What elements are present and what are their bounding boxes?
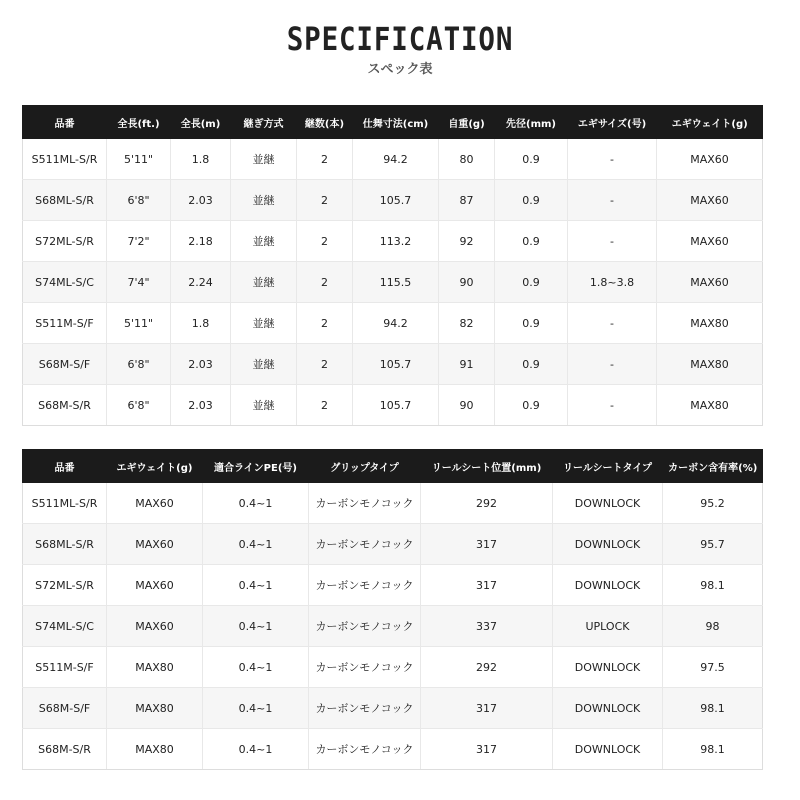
table-row bbox=[23, 606, 763, 647]
table-cell: 317 bbox=[421, 688, 553, 729]
table-cell: S72ML-S/R bbox=[23, 565, 107, 606]
table-row bbox=[23, 180, 763, 221]
table-cell: カーボンモノコック bbox=[309, 565, 421, 606]
table-cell: - bbox=[568, 385, 657, 426]
table-cell: 0.4~1 bbox=[203, 524, 309, 565]
table-row bbox=[23, 565, 763, 606]
table-cell: S511ML-S/R bbox=[23, 483, 107, 524]
column-header: 自重(g) bbox=[439, 105, 495, 139]
table-header-row bbox=[23, 449, 763, 483]
table-cell: MAX60 bbox=[657, 262, 763, 303]
table-cell: 0.9 bbox=[495, 180, 568, 221]
table-cell: - bbox=[568, 344, 657, 385]
table-cell: 0.4~1 bbox=[203, 647, 309, 688]
table-cell: 1.8 bbox=[171, 303, 231, 344]
table-cell: 並継 bbox=[231, 385, 297, 426]
table-cell: カーボンモノコック bbox=[309, 647, 421, 688]
table-row bbox=[23, 344, 763, 385]
table-cell: 0.4~1 bbox=[203, 729, 309, 770]
column-header: 全長(m) bbox=[171, 105, 231, 139]
table-cell: 2.03 bbox=[171, 385, 231, 426]
table-cell: 115.5 bbox=[353, 262, 439, 303]
table-cell: 95.2 bbox=[663, 483, 763, 524]
table-cell: S74ML-S/C bbox=[23, 262, 107, 303]
table-cell: S511ML-S/R bbox=[23, 139, 107, 180]
table-cell: 105.7 bbox=[353, 344, 439, 385]
table-cell: 87 bbox=[439, 180, 495, 221]
table-cell: 2 bbox=[297, 385, 353, 426]
table-cell: 並継 bbox=[231, 139, 297, 180]
table-header-row bbox=[23, 105, 763, 139]
table-cell: 0.9 bbox=[495, 139, 568, 180]
table-cell: 0.4~1 bbox=[203, 483, 309, 524]
table-cell: MAX60 bbox=[107, 606, 203, 647]
table-cell: MAX80 bbox=[107, 729, 203, 770]
table-cell: 0.9 bbox=[495, 385, 568, 426]
table-cell: S511M-S/F bbox=[23, 303, 107, 344]
table-row bbox=[23, 221, 763, 262]
spec-table-1 bbox=[22, 105, 763, 426]
table-cell: 317 bbox=[421, 524, 553, 565]
table-cell: 113.2 bbox=[353, 221, 439, 262]
table-cell: 6'8" bbox=[107, 385, 171, 426]
column-header: エギウェイト(g) bbox=[107, 449, 203, 483]
table-cell: MAX80 bbox=[107, 647, 203, 688]
table-row bbox=[23, 647, 763, 688]
table-cell: 2 bbox=[297, 344, 353, 385]
table-cell: 7'2" bbox=[107, 221, 171, 262]
table-row bbox=[23, 303, 763, 344]
table-cell: DOWNLOCK bbox=[553, 688, 663, 729]
table-cell: MAX80 bbox=[657, 344, 763, 385]
table-cell: 0.9 bbox=[495, 303, 568, 344]
table-cell: UPLOCK bbox=[553, 606, 663, 647]
table-cell: MAX60 bbox=[107, 565, 203, 606]
column-header: リールシートタイプ bbox=[553, 449, 663, 483]
table-cell: 1.8~3.8 bbox=[568, 262, 657, 303]
table-cell: カーボンモノコック bbox=[309, 524, 421, 565]
table-cell: 98.1 bbox=[663, 729, 763, 770]
table-cell: 2 bbox=[297, 303, 353, 344]
table-cell: 337 bbox=[421, 606, 553, 647]
table-cell: MAX60 bbox=[657, 221, 763, 262]
table-cell: 0.9 bbox=[495, 262, 568, 303]
table-cell: 94.2 bbox=[353, 139, 439, 180]
table-cell: 2 bbox=[297, 221, 353, 262]
table-cell: S72ML-S/R bbox=[23, 221, 107, 262]
table-cell: MAX60 bbox=[107, 483, 203, 524]
table-row bbox=[23, 385, 763, 426]
table-cell: 97.5 bbox=[663, 647, 763, 688]
column-header: 品番 bbox=[23, 449, 107, 483]
table-cell: 6'8" bbox=[107, 180, 171, 221]
column-header: グリップタイプ bbox=[309, 449, 421, 483]
table-cell: S68M-S/R bbox=[23, 729, 107, 770]
table-cell: S68ML-S/R bbox=[23, 180, 107, 221]
table-cell: カーボンモノコック bbox=[309, 606, 421, 647]
table-cell: - bbox=[568, 221, 657, 262]
table-cell: DOWNLOCK bbox=[553, 729, 663, 770]
table-cell: 0.9 bbox=[495, 344, 568, 385]
column-header: エギサイズ(号) bbox=[568, 105, 657, 139]
column-header: リールシート位置(mm) bbox=[421, 449, 553, 483]
table-cell: 2 bbox=[297, 262, 353, 303]
table-cell: S68M-S/R bbox=[23, 385, 107, 426]
table-cell: 2 bbox=[297, 180, 353, 221]
table-cell: MAX80 bbox=[657, 303, 763, 344]
table-cell: MAX60 bbox=[657, 139, 763, 180]
table-cell: 0.4~1 bbox=[203, 606, 309, 647]
table-cell: 7'4" bbox=[107, 262, 171, 303]
table-cell: 2.18 bbox=[171, 221, 231, 262]
table-cell: DOWNLOCK bbox=[553, 483, 663, 524]
column-header: 全長(ft.) bbox=[107, 105, 171, 139]
table-row bbox=[23, 729, 763, 770]
table-cell: DOWNLOCK bbox=[553, 524, 663, 565]
table-cell: S68ML-S/R bbox=[23, 524, 107, 565]
table-cell: 2.03 bbox=[171, 180, 231, 221]
table-cell: 1.8 bbox=[171, 139, 231, 180]
column-header: 継ぎ方式 bbox=[231, 105, 297, 139]
table-cell: 0.4~1 bbox=[203, 688, 309, 729]
table-cell: - bbox=[568, 180, 657, 221]
table-cell: S511M-S/F bbox=[23, 647, 107, 688]
column-header: カーボン含有率(%) bbox=[663, 449, 763, 483]
column-header: 継数(本) bbox=[297, 105, 353, 139]
table-cell: 95.7 bbox=[663, 524, 763, 565]
table-cell: 並継 bbox=[231, 344, 297, 385]
table-cell: - bbox=[568, 139, 657, 180]
page-title: SPECIFICATION bbox=[286, 20, 514, 58]
table-cell: DOWNLOCK bbox=[553, 565, 663, 606]
table-cell: 6'8" bbox=[107, 344, 171, 385]
table-cell: カーボンモノコック bbox=[309, 729, 421, 770]
table-cell: 並継 bbox=[231, 221, 297, 262]
table-cell: カーボンモノコック bbox=[309, 688, 421, 729]
table-cell: 292 bbox=[421, 647, 553, 688]
table-cell: 317 bbox=[421, 565, 553, 606]
table-cell: 90 bbox=[439, 385, 495, 426]
table-cell: 91 bbox=[439, 344, 495, 385]
table-cell: 90 bbox=[439, 262, 495, 303]
table-cell: 0.9 bbox=[495, 221, 568, 262]
table-cell: DOWNLOCK bbox=[553, 647, 663, 688]
table-cell: 0.4~1 bbox=[203, 565, 309, 606]
table-row bbox=[23, 483, 763, 524]
table-cell: S68M-S/F bbox=[23, 688, 107, 729]
table-cell: 2 bbox=[297, 139, 353, 180]
table-cell: 105.7 bbox=[353, 180, 439, 221]
table-cell: 80 bbox=[439, 139, 495, 180]
table-cell: S74ML-S/C bbox=[23, 606, 107, 647]
page-subtitle: スペック表 bbox=[367, 62, 433, 77]
table-cell: 並継 bbox=[231, 180, 297, 221]
table-cell: 5'11" bbox=[107, 139, 171, 180]
table-cell: 2.03 bbox=[171, 344, 231, 385]
column-header: 品番 bbox=[23, 105, 107, 139]
spec-table-2 bbox=[22, 449, 763, 770]
table-row bbox=[23, 688, 763, 729]
table-cell: 5'11" bbox=[107, 303, 171, 344]
table-cell: 2.24 bbox=[171, 262, 231, 303]
column-header: 先径(mm) bbox=[495, 105, 568, 139]
table-cell: MAX80 bbox=[107, 688, 203, 729]
table-cell: 92 bbox=[439, 221, 495, 262]
table-row bbox=[23, 139, 763, 180]
column-header: 適合ラインPE(号) bbox=[203, 449, 309, 483]
table-row bbox=[23, 262, 763, 303]
table-cell: 82 bbox=[439, 303, 495, 344]
table-cell: 98.1 bbox=[663, 565, 763, 606]
table-cell: S68M-S/F bbox=[23, 344, 107, 385]
table-cell: 並継 bbox=[231, 262, 297, 303]
table-cell: 並継 bbox=[231, 303, 297, 344]
table-cell: MAX80 bbox=[657, 385, 763, 426]
table-cell: 317 bbox=[421, 729, 553, 770]
table-cell: MAX60 bbox=[107, 524, 203, 565]
table-cell: MAX60 bbox=[657, 180, 763, 221]
table-cell: 105.7 bbox=[353, 385, 439, 426]
table-cell: 292 bbox=[421, 483, 553, 524]
table-cell: 94.2 bbox=[353, 303, 439, 344]
column-header: エギウェイト(g) bbox=[657, 105, 763, 139]
table-cell: - bbox=[568, 303, 657, 344]
table-row bbox=[23, 524, 763, 565]
column-header: 仕舞寸法(cm) bbox=[353, 105, 439, 139]
table-cell: 98 bbox=[663, 606, 763, 647]
table-cell: 98.1 bbox=[663, 688, 763, 729]
table-cell: カーボンモノコック bbox=[309, 483, 421, 524]
